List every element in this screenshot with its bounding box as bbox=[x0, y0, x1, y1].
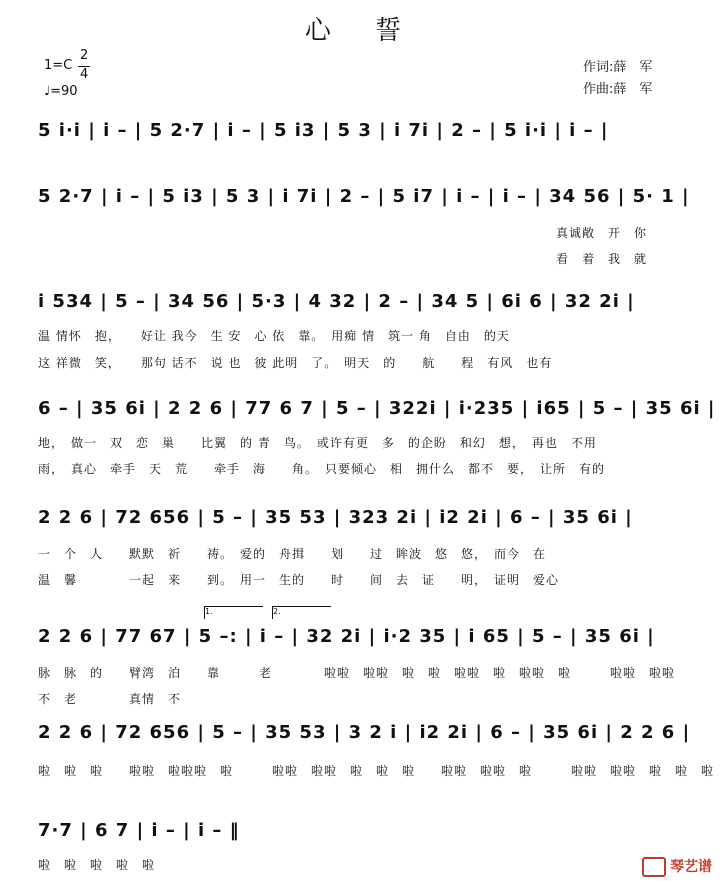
score-row-3-lyric-2: 这 祥微 笑， 那句 话不 说 也 彼 此明 了。 明天 的 航 程 有风 也有 bbox=[38, 356, 553, 370]
score-row-3-notes: i 534 | 5 – | 34 56 | 5·3 | 4 32 | 2 – | 34 5 | 6i 6 | 32 2i | bbox=[38, 291, 635, 312]
score-row-4-lyric-2: 雨， 真心 牵手 天 荒 牵手 海 角。 只要倾心 相 拥什么 都不 要， 让所 有的 bbox=[38, 462, 606, 476]
score-row-3-lyric-1: 温 情怀 抱， 好让 我今 生 安 心 依 靠。 用痴 情 筑一 角 自由 的天 bbox=[38, 329, 510, 343]
first-ending-label: 1. bbox=[205, 607, 213, 616]
score-row-2-notes: 5 2·7 | i – | 5 i3 | 5 3 | i 7i | 2 – | 5 i7 | i – | i – | 34 56 | 5· 1 | bbox=[38, 186, 690, 207]
second-ending-label: 2. bbox=[273, 607, 281, 616]
brand-watermark bbox=[642, 856, 712, 877]
score-row-5-lyric-1: 一 个 人 默默 祈 祷。 爱的 舟揖 划 过 眸波 悠 悠， 而今 在 bbox=[38, 547, 547, 561]
score-row-2-lyric-1: 真诚敞 开 你 bbox=[556, 226, 648, 240]
score-row-5-lyric-2: 温 馨 一起 来 到。 用一 生的 时 间 去 证 明， 证明 爱心 bbox=[38, 573, 560, 587]
time-signature-top: 2 bbox=[80, 48, 89, 63]
brand-name: 琴艺谱 bbox=[670, 859, 712, 875]
score-row-8-lyric-1: 啦 啦 啦 啦 啦 bbox=[38, 858, 156, 872]
score-row-1-notes: 5 i·i | i – | 5 2·7 | i – | 5 i3 | 5 3 | i 7i | 2 – | 5 i·i | i – | bbox=[38, 120, 609, 141]
first-ending-bracket bbox=[204, 606, 263, 619]
page-title: 心 誓 bbox=[304, 16, 420, 46]
score-row-4-lyric-1: 地， 做一 双 恋 巢 比翼 的 青 鸟。 或许有更 多 的企盼 和幻 想， 再也 不用 bbox=[38, 436, 597, 450]
score-row-7-notes: 2 2 6 | 72 656 | 5 – | 35 53 | 3 2 i | i2 2i | 6 – | 35 6i | 2 2 6 | bbox=[38, 722, 691, 743]
score-row-2-lyric-2: 看 着 我 就 bbox=[556, 252, 648, 266]
brand-logo-icon bbox=[642, 857, 666, 877]
second-ending-bracket bbox=[272, 606, 331, 619]
key-signature: 1=C bbox=[44, 58, 73, 73]
score-row-4-notes: 6 – | 35 6i | 2 2 6 | 77 6 7 | 5 – | 322i | i·235 | i65 | 5 – | 35 6i | bbox=[38, 398, 716, 419]
score-row-8-notes: 7·7 | 6 7 | i – | i – ‖ bbox=[38, 820, 240, 841]
lyricist-credit: 作词:薛 军 bbox=[583, 60, 653, 75]
composer-credit: 作曲:薛 军 bbox=[583, 82, 653, 97]
tempo-marking: ♩=90 bbox=[44, 84, 78, 99]
score-row-6-notes: 2 2 6 | 77 67 | 5 –: | i – | 32 2i | i·2 35 | i 65 | 5 – | 35 6i | bbox=[38, 626, 655, 647]
score-row-5-notes: 2 2 6 | 72 656 | 5 – | 35 53 | 323 2i | i2 2i | 6 – | 35 6i | bbox=[38, 507, 633, 528]
time-signature-bottom: 4 bbox=[80, 67, 89, 82]
score-row-6-lyric-1: 脉 脉 的 臂湾 泊 靠 老 啦啦 啦啦 啦 啦 啦啦 啦 啦啦 啦 啦啦 啦啦 bbox=[38, 666, 676, 680]
score-row-6-lyric-2: 不 老 真情 不 bbox=[38, 692, 182, 706]
score-row-7-lyric-1: 啦 啦 啦 啦啦 啦啦啦 啦 啦啦 啦啦 啦 啦 啦 啦啦 啦啦 啦 啦啦 啦啦 啦 啦 啦 bbox=[38, 764, 715, 778]
